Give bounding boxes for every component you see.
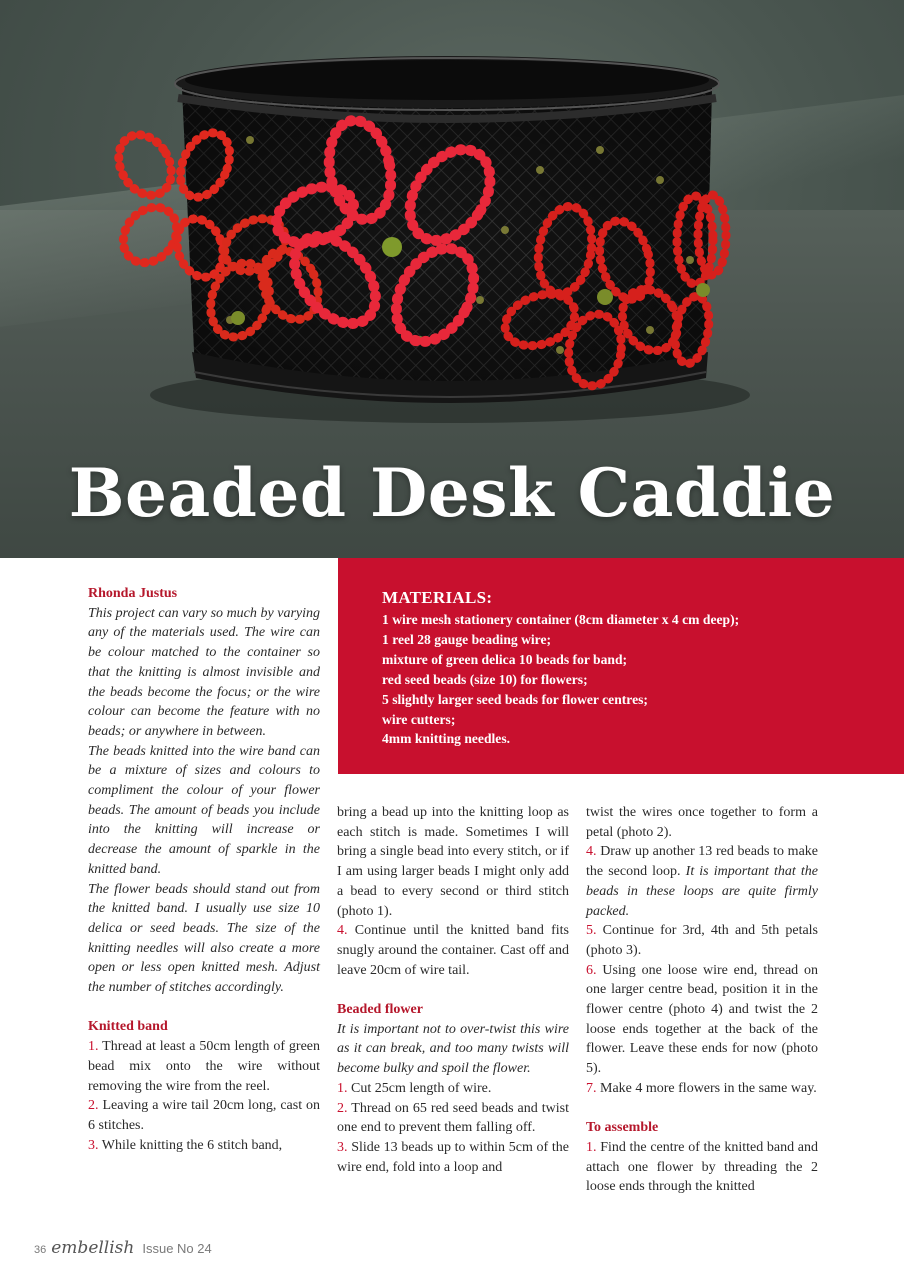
page-title: Beaded Desk Caddie [68, 454, 836, 532]
step-text: Continue until the knitted band fits snugly around the container. Cast off and leave 20cm of wire tail. [337, 923, 569, 978]
materials-item: wire cutters; [382, 711, 456, 727]
step-item [88, 1136, 320, 1156]
intro-paragraph: The flower beads should stand out from the knitted band. I usually use size 10 delica or seed beads. The size of the knitting needles will also create a more open or less open knitted mesh. Adjust the number of stitches accordingly. [88, 881, 320, 996]
step-text: Continue for 3rd, 4th and 5th petals (photo 3). [586, 923, 819, 958]
step-item [586, 842, 818, 921]
step-item [88, 1037, 320, 1096]
step-text: Thread at least a 50cm length of green bead mix onto the wire without removing the wire from the reel. [88, 1039, 321, 1094]
intro-paragraph: The beads knitted into the wire band can be a mixture of sizes and colours to compliment the colour of your flower beads. The amount of beads you include into the knitting will increase or decrease the amount of sparkle in the knitted band. [88, 743, 320, 877]
step-number: 1. [337, 1080, 348, 1096]
materials-item: mixture of green delica 10 beads for band; [382, 651, 628, 667]
page-number: 36 [34, 1244, 47, 1256]
step-text: Make 4 more flowers in the same way. [600, 1080, 817, 1096]
materials-heading: MATERIALS: [382, 588, 493, 607]
flower-note: It is important not to over-twist this wire as it can break, and too many twists will become bulky and spoil the flower. [337, 1021, 569, 1077]
section-heading-beaded-flower: Beaded flower [337, 1002, 423, 1018]
step-text: Leaving a wire tail 20cm long, cast on 6 stitches. [88, 1098, 321, 1133]
materials-item: 1 reel 28 gauge beading wire; [382, 631, 552, 647]
materials-item: 5 slightly larger seed beads for flower centres; [382, 691, 648, 707]
step-item [586, 961, 818, 1079]
materials-item: red seed beads (size 10) for flowers; [382, 671, 588, 687]
step-item [337, 1138, 569, 1177]
column-2 [337, 803, 569, 1177]
step-continuation: bring a bead up into the knitting loop as each stitch is made. Sometimes I will bring a single bead into every stitch, or if I am using larger beads I might only add a bead to every second or third stitch (photo 1). [337, 805, 569, 919]
step-text: While knitting the 6 stitch band, [101, 1137, 283, 1153]
step-number: 1. [586, 1139, 597, 1155]
step-number: 7. [586, 1080, 597, 1096]
step-text: Cut 25cm length of wire. [351, 1080, 492, 1096]
step-item [88, 1096, 320, 1135]
page-footer [34, 1238, 212, 1260]
step-item [337, 921, 569, 980]
column-1 [88, 584, 320, 1155]
step-item [337, 1079, 569, 1099]
step-note: It is important that the beads in these loops are quite firmly packed. [586, 864, 819, 919]
step-item [337, 1099, 569, 1138]
step-number: 2. [337, 1100, 348, 1116]
materials-list [382, 610, 884, 749]
magazine-logo: embellish [51, 1238, 135, 1258]
section-heading-to-assemble: To assemble [586, 1120, 659, 1136]
step-number: 1. [88, 1039, 99, 1055]
materials-box [338, 558, 904, 774]
intro-paragraph: This project can vary so much by varying any of the materials used. The wire can be colour matched to the container so that the knitting is almost invisible and the beads become the focus; or the wire colour can become the feature with no beads; or anywhere in between. [88, 605, 320, 739]
step-number: 6. [586, 962, 597, 978]
column-3 [586, 803, 818, 1197]
step-text: Using one loose wire end, thread on one larger centre bead, position it in the flower centre (photo 4) and twist the 2 loose ends together at the back of the flower. Leave these ends for now (photo 5). [586, 962, 818, 1077]
hero-photo [0, 0, 904, 558]
step-text: Find the centre of the knitted band and attach one flower by threading the 2 loose ends through the knitted [586, 1139, 818, 1195]
step-number: 4. [337, 923, 348, 939]
step-number: 4. [586, 844, 597, 860]
step-number: 5. [586, 923, 597, 939]
step-item [586, 1138, 818, 1197]
author-name: Rhonda Justus [88, 586, 178, 601]
step-number: 2. [88, 1098, 99, 1114]
section-heading-knitted-band: Knitted band [88, 1019, 168, 1035]
step-number: 3. [337, 1139, 348, 1155]
step-text: Slide 13 beads up to within 5cm of the wire end, fold into a loop and [337, 1139, 569, 1175]
step-continuation: twist the wires once together to form a petal (photo 2). [586, 805, 818, 840]
materials-item: 1 wire mesh stationery container (8cm diameter x 4 cm deep); [382, 612, 740, 627]
step-text: Draw up another 13 red beads to make the second loop. [586, 844, 818, 880]
step-item [586, 921, 818, 960]
issue-label: Issue No 24 [142, 1241, 212, 1256]
materials-item: 4mm knitting needles. [382, 731, 511, 747]
step-text: Thread on 65 red seed beads and twist one end to prevent them falling off. [337, 1100, 570, 1136]
step-number: 3. [88, 1137, 99, 1153]
step-item [586, 1079, 818, 1099]
